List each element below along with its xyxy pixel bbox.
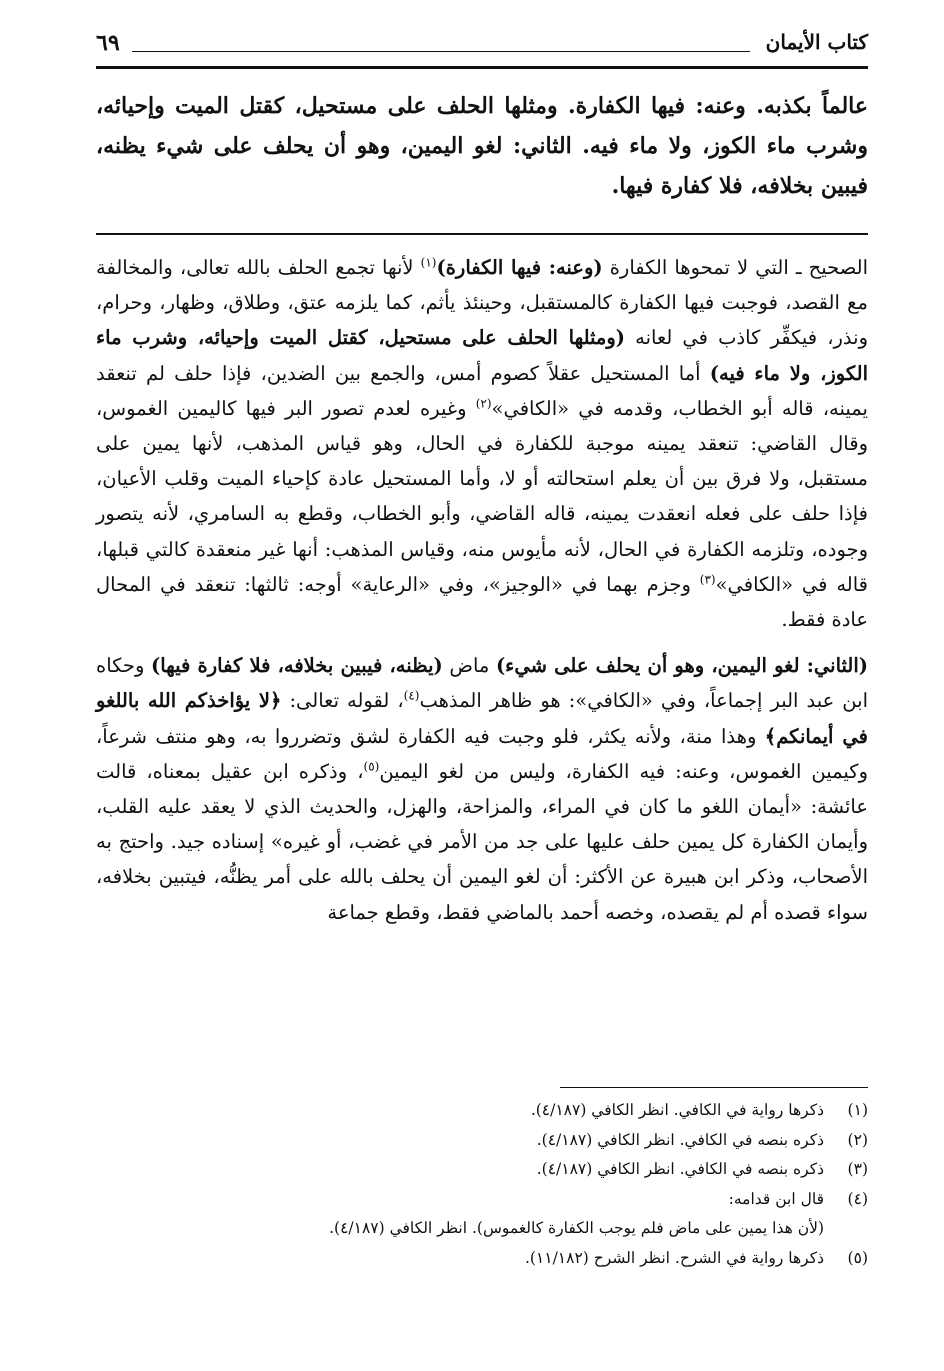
footnote-text: ذكره بنصه في الكافي. انظر الكافي (٤/١٨٧).	[536, 1130, 824, 1149]
footnote-number: (٢)	[847, 1130, 868, 1149]
page-header	[96, 30, 868, 70]
matn-quote: (يظنه، فيبين بخلافه، فلا كفارة فيها)	[151, 654, 443, 678]
footnote-marker: (١)	[420, 255, 437, 270]
matn-quote: (الثاني: لغو اليمين، وهو أن يحلف على شيء)	[495, 654, 868, 678]
footnote-marker: (٢)	[475, 396, 492, 411]
commentary-text: ماض	[442, 654, 496, 678]
running-title: كتاب الأيمان	[765, 30, 868, 54]
page-number: ٦٩	[96, 30, 120, 56]
commentary-text: أما المستحيل عقلاً كصوم أمس، والجمع بين الضدين، فإذا حلف لم تنعقد يمينه، قاله أبو الخطاب، وقدمه في «الكافي»	[96, 361, 868, 420]
commentary-paragraph-1	[96, 250, 868, 637]
footnote-text: ذكرها رواية في الشرح. انظر الشرح (١١/١٨٢).	[524, 1248, 824, 1267]
commentary-text: وجزم بهما في «الوجيز»، وفي «الرعاية» أوجه: ثالثها: تنعقد في المحال عادة فقط.	[96, 572, 868, 632]
main-text: عالماً بكذبه. وعنه: فيها الكفارة. ومثلها الحلف على مستحيل، كقتل الميت وإحيائه، وشرب ماء الكوز، ولا ماء فيه. الثاني: لغو اليمين، وهو أن يحلف على شيء يظنه، فيبين بخلافه، فلا كفارة فيها.	[96, 93, 868, 199]
commentary-paragraph-2	[96, 648, 868, 930]
footnotes	[96, 1096, 868, 1273]
footnote-text: قال ابن قدامه:	[728, 1189, 824, 1208]
footnote-number: (١)	[847, 1101, 868, 1119]
footnote-text: ذكره بنصه في الكافي. انظر الكافي (٤/١٨٧).	[536, 1160, 824, 1178]
commentary-text: وحكاه ابن عبد البر إجماعاً، وفي «الكافي»: هو ظاهر المذهب	[96, 654, 868, 713]
footnote-text: ذكرها رواية في الكافي. انظر الكافي (٤/١٨٧).	[530, 1101, 824, 1119]
footnote-item	[96, 1096, 868, 1126]
footnote-number: (٤)	[847, 1189, 868, 1208]
footnote-marker: (٥)	[363, 759, 380, 774]
matn-quote: ﴿لا يؤاخذكم الله باللغو في أيمانكم﴾	[96, 689, 869, 748]
matn-quote: (ومثلها الحلف على مستحيل، كقتل الميت وإحيائه، وشرب ماء الكوز، ولا ماء فيه)	[96, 326, 868, 385]
commentary-text: الصحيح ـ التي لا تمحوها الكفارة	[602, 256, 868, 279]
footnote-number: (٣)	[847, 1160, 868, 1178]
footnote-number: (٥)	[847, 1248, 868, 1267]
footnote-marker: (٤)	[403, 688, 420, 703]
footnote-item	[96, 1214, 868, 1244]
footnote-separator	[560, 1087, 868, 1088]
footnote-marker: (٣)	[699, 572, 716, 587]
footnote-item	[96, 1155, 868, 1185]
footnote-text: (لأن هذا يمين على ماض فلم يوجب الكفارة كالغموس). انظر الكافي (٤/١٨٧).	[329, 1219, 824, 1237]
commentary-text: ، لقوله تعالى:	[281, 689, 404, 713]
footnote-item	[96, 1185, 868, 1215]
footnote-item	[96, 1244, 868, 1274]
header-thick-rule	[96, 66, 868, 69]
commentary	[96, 250, 868, 930]
header-rule	[132, 51, 750, 52]
commentary-text: ، وذكره ابن عقيل بمعناه، قالت عائشة: «أيمان اللغو ما كان في المراء، والمزاحة، والهزل، والحديث الذي لا يعقد عليه القلب، وأيمان الكفارة كل يمين حلف عليها على جد من الأمر في غضب، أو غيره» إسناده جيد. واحتج به الأصحاب، وذكر ابن هبيرة عن الأكثر: أن لغو اليمين أن يحلف بالله على أمر يظنُّه، فيتبين بخلافه، سواء قصده أم لم يقصده، وخصه أحمد بالماضي فقط، وقطع جماعة	[96, 759, 868, 924]
commentary-text: وغيره لعدم تصور البر فيها كاليمين الغموس، وقال القاضي: تنعقد يمينه موجبة للكفارة في الحال، وهو قياس المذهب، لأنها يمين على مستقبل، ولا فرق بين أن يعلم استحالته أو لا، وأما المستحيل عادة كإحياء الميت وقلب الأعيان، فإذا حلف على فعله انعقدت يمينه، قاله القاضي، وأبو الخطاب، وقطع به السامري، لأنه يتصور وجوده، وتلزمه الكفارة في الحال، لأنه مأيوس منه، وقياس المذهب: أنها غير منعقدة كالتي قبلها، قاله في «الكافي»	[96, 396, 868, 596]
commentary-text: وهذا منة، ولأنه يكثر، فلو وجبت فيه الكفارة لشق وتضرروا به، وهو منتف شرعاً، وكيمين الغموس، وعنه: فيه الكفارة، وليس من لغو اليمين	[96, 724, 868, 783]
footnote-item	[96, 1126, 868, 1156]
matn-quote: (وعنه: فيها الكفارة)	[436, 256, 603, 279]
commentary-separator	[96, 233, 868, 235]
commentary-text: لأنها تجمع الحلف بالله تعالى، والمخالفة مع القصد، فوجبت فيها الكفارة كالمستقبل، وحينئذ يأثم، كما يلزمه عتق، وطلاق، وظهار، وحرام، ونذر، فيكفِّر كاذب في لعانه	[96, 256, 868, 350]
